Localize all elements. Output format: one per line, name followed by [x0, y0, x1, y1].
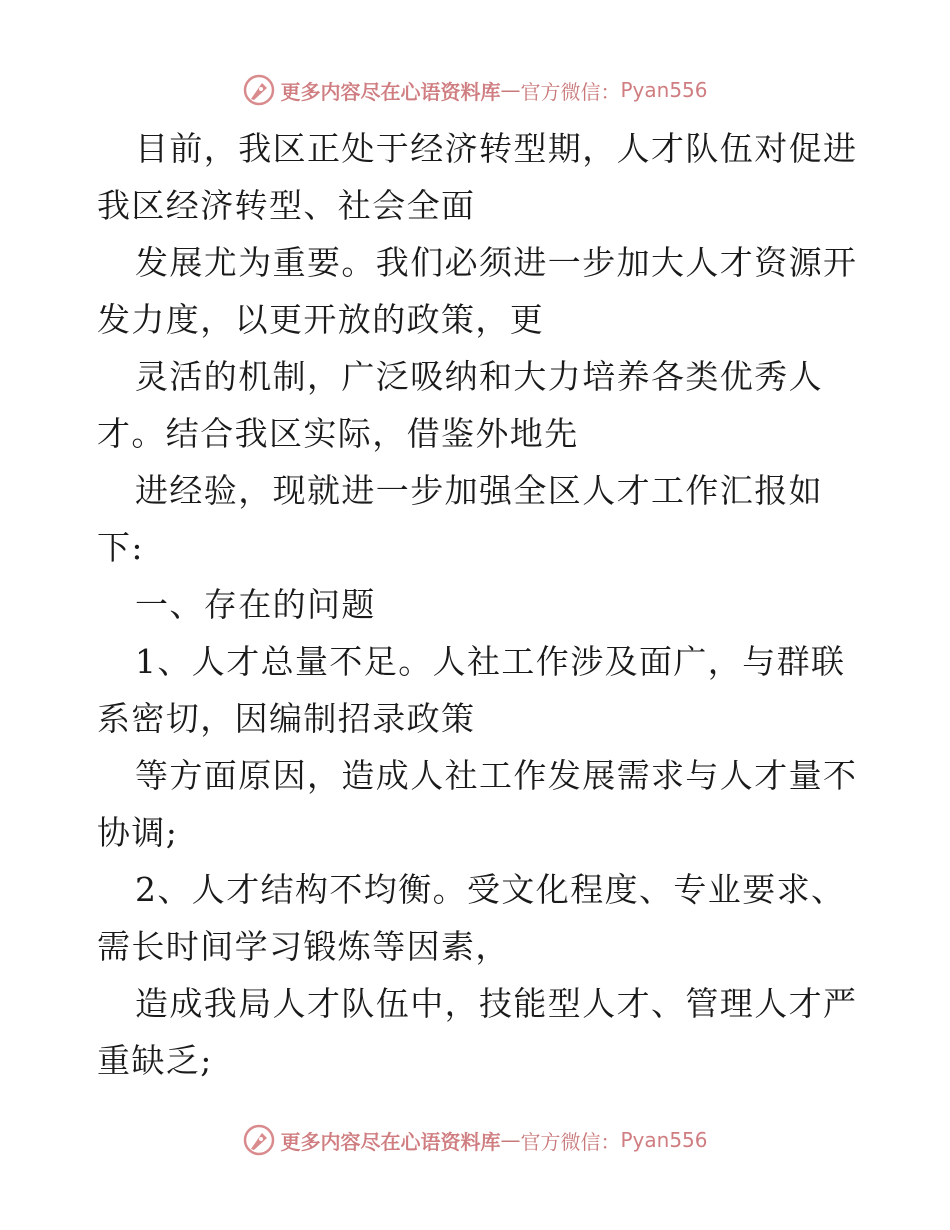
paragraph-line: 协调; — [97, 813, 179, 852]
paragraph-line: 我区经济转型、社会全面 — [97, 186, 476, 225]
paragraph-line: 发力度，以更开放的政策，更 — [97, 300, 545, 339]
paragraph-line: 才。结合我区实际，借鉴外地先 — [97, 414, 579, 453]
banner-brand-text: 更多内容尽在心语资料库 — [280, 79, 501, 104]
paragraph-line: 系密切，因编制招录政策 — [97, 699, 476, 738]
banner-separator: — — [500, 78, 521, 102]
paragraph-line: 1、人才总量不足。人社工作涉及面广，与群联 — [135, 642, 846, 681]
paragraph-line: 一、存在的问题 — [135, 585, 376, 624]
paragraph-line: 需长时间学习锻炼等因素， — [97, 927, 510, 966]
banner-contact-label: 官方微信： — [520, 1129, 621, 1154]
pen-nib-circle-icon — [242, 73, 276, 107]
paragraph-line: 发展尤为重要。我们必须进一步加大人才资源开 — [135, 243, 858, 282]
paragraph-line: 目前，我区正处于经济转型期，人才队伍对促进 — [135, 129, 858, 168]
document-body — [97, 120, 857, 1089]
header-watermark-banner — [0, 70, 950, 110]
banner-contact-label: 官方微信： — [520, 79, 621, 104]
paragraph-line: 灵活的机制，广泛吸纳和大力培养各类优秀人 — [135, 357, 823, 396]
paragraph-line: 下: — [97, 528, 144, 567]
paragraph-line: 2、人才结构不均衡。受文化程度、专业要求、 — [135, 870, 846, 909]
paragraph-line: 造成我局人才队伍中，技能型人才、管理人才严 — [135, 984, 858, 1023]
banner-separator: — — [500, 1128, 521, 1152]
paragraph-line: 等方面原因，造成人社工作发展需求与人才量不 — [135, 756, 858, 795]
paragraph-line: 进经验，现就进一步加强全区人才工作汇报如 — [135, 471, 823, 510]
banner-brand-text: 更多内容尽在心语资料库 — [280, 1129, 501, 1154]
footer-watermark-banner — [0, 1120, 950, 1160]
pen-nib-circle-icon — [242, 1123, 276, 1157]
paragraph-line: 重缺乏; — [97, 1041, 213, 1080]
banner-wechat-handle: Pyan556 — [620, 1128, 708, 1152]
banner-wechat-handle: Pyan556 — [620, 78, 708, 102]
